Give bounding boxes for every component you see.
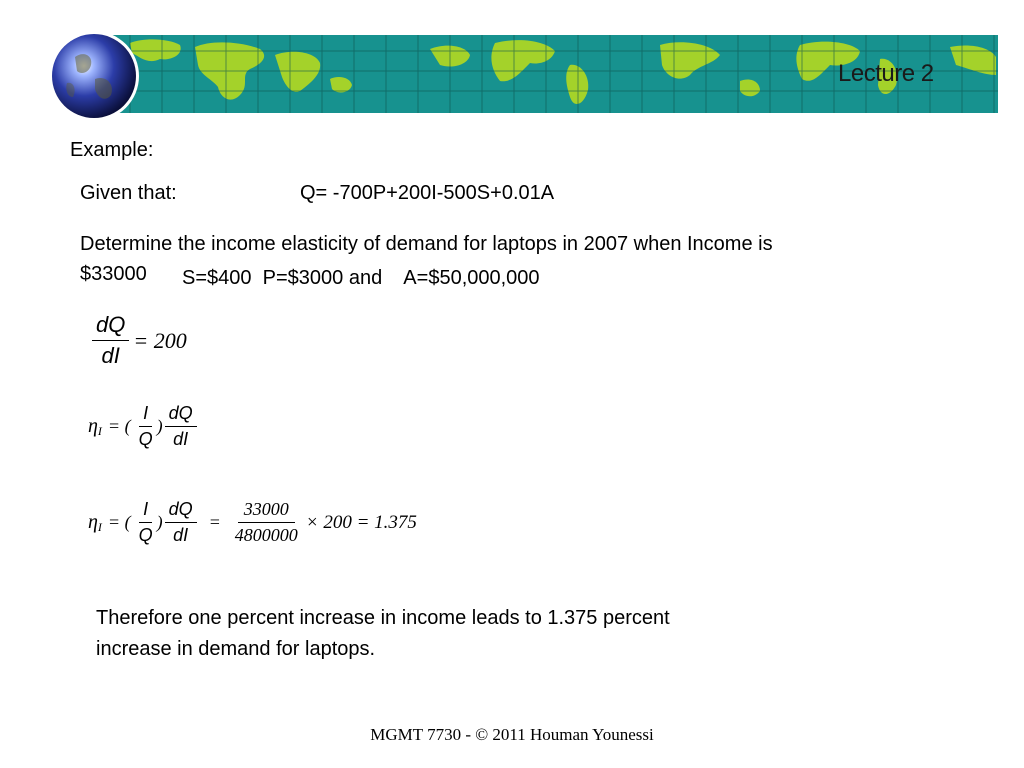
numerator: 33000: [238, 499, 295, 523]
given-label: Given that:: [80, 182, 177, 204]
conclusion-line-2: increase in demand for laptops.: [96, 638, 376, 660]
fraction-i-q: [135, 403, 157, 450]
result-expression: × 200 = 1.375: [305, 511, 417, 533]
fraction-dq-di: [92, 312, 129, 369]
formula-elasticity: [88, 403, 197, 450]
conclusion-line-1: Therefore one percent increase in income leads to 1.375 percent: [96, 607, 670, 629]
question-line-2: S=$400 P=$3000 and A=$50,000,000: [182, 267, 540, 289]
numerator: dQ: [165, 499, 197, 523]
formula-elasticity-computed: [88, 499, 417, 546]
eta-symbol: η: [88, 415, 98, 437]
denominator: Q: [138, 525, 153, 545]
equals-open-paren: = (: [107, 416, 131, 436]
fraction-i-q: [135, 499, 157, 546]
numerator: dQ: [92, 312, 129, 341]
denominator: dI: [173, 525, 189, 545]
numerator: I: [139, 499, 152, 523]
denominator: 4800000: [234, 525, 298, 545]
equals-open-paren: = (: [107, 512, 131, 532]
denominator: dI: [173, 429, 189, 449]
fraction-dq-di: [165, 403, 197, 450]
formula-dq-di: [92, 312, 187, 369]
eta-subscript: I: [97, 424, 102, 438]
fraction-dq-di: [165, 499, 197, 546]
globe-icon: [45, 27, 143, 125]
globe-logo: [45, 27, 143, 125]
equals-sign: =: [208, 512, 221, 532]
fraction-income-quantity: [229, 499, 304, 546]
lecture-title: Lecture 2: [838, 60, 934, 87]
eta-subscript: I: [97, 520, 102, 534]
question-income-value: $33000: [80, 263, 147, 285]
denominator: Q: [138, 429, 153, 449]
close-paren: ): [156, 416, 163, 436]
close-paren: ): [156, 512, 163, 532]
question-line-1: Determine the income elasticity of demand for laptops in 2007 when Income is: [80, 233, 773, 255]
demand-equation: Q= -700P+200I-500S+0.01A: [300, 182, 555, 204]
formula-rhs: = 200: [133, 327, 187, 353]
numerator: I: [139, 403, 152, 427]
eta-symbol: η: [88, 511, 98, 533]
slide-footer: MGMT 7730 - © 2011 Houman Younessi: [370, 725, 654, 744]
denominator: dI: [101, 343, 120, 368]
numerator: dQ: [165, 403, 197, 427]
example-label: Example:: [70, 139, 154, 161]
